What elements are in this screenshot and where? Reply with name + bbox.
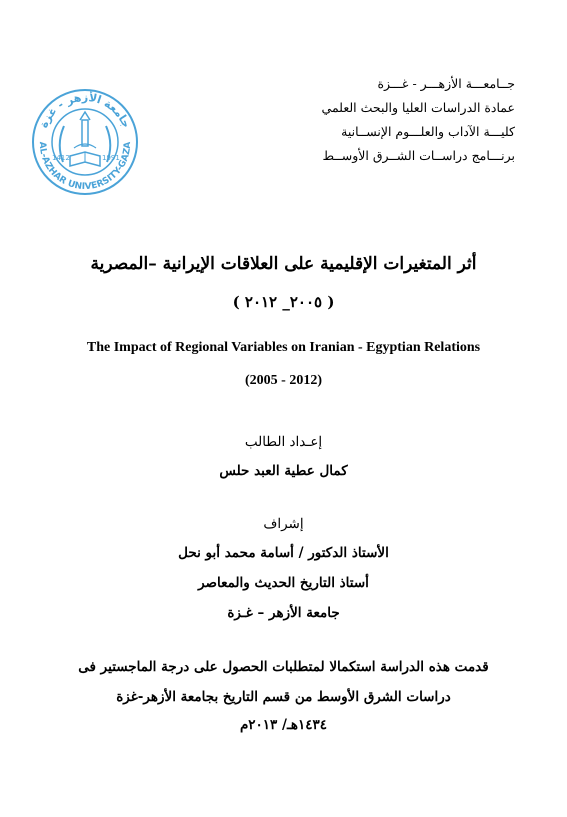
submission-statement-line2: دراسات الشرق الأوسط من قسم التاريخ بجامعة الأزهر-غزة	[116, 689, 451, 705]
thesis-title-english: The Impact of Regional Variables on Iranian - Egyptian Relations	[86, 340, 481, 355]
prepared-by-label: إعـداد الطالب	[244, 434, 323, 450]
faculty-name: كليـــة الآداب والعلـــوم الإنســانية	[341, 124, 515, 139]
university-name: جــامعـــة الأزهـــر - غـــزة	[377, 76, 515, 91]
supervisor-name: الأستاذ الدكتور / أسامة محمد أبو نحل	[178, 545, 389, 561]
university-header	[255, 72, 515, 168]
svg-text:AL-AZHAR UNIVERSITY-GAZA: AL-AZHAR UNIVERSITY-GAZA	[36, 141, 134, 193]
university-logo	[30, 82, 140, 200]
supervision-label: إشراف	[263, 516, 304, 532]
submission-date: ١٤٣٤هـ/ ٢٠١٣م	[239, 717, 328, 733]
supervisor-title: أستاذ التاريخ الحديث والمعاصر	[198, 575, 369, 591]
student-name: كمال عطية العبد حلس	[219, 463, 348, 479]
program-name: برنـــامج دراســات الشــرق الأوســط	[322, 148, 515, 163]
submission-statement-line1: قدمت هذه الدراسة استكمالا لمتطلبات الحصول على درجة الماجستير فى	[78, 659, 489, 675]
thesis-years-english: (2005 - 2012)	[245, 373, 322, 388]
svg-text:1412: 1412	[52, 154, 70, 162]
thesis-years-arabic: ( ٢٠٠٥_ ٢٠١٢ )	[232, 293, 335, 311]
thesis-title-arabic: أثر المتغيرات الإقليمية على العلاقات الإيرانية –المصرية	[90, 254, 477, 274]
svg-text:جامعة الأزهر - غزة: جامعة الأزهر - غزة	[36, 91, 134, 130]
supervisor-university: جامعة الأزهر – غـزة	[227, 605, 340, 621]
svg-text:1991: 1991	[102, 154, 120, 162]
deanship-name: عمادة الدراسات العليا والبحث العلمي	[321, 100, 515, 115]
